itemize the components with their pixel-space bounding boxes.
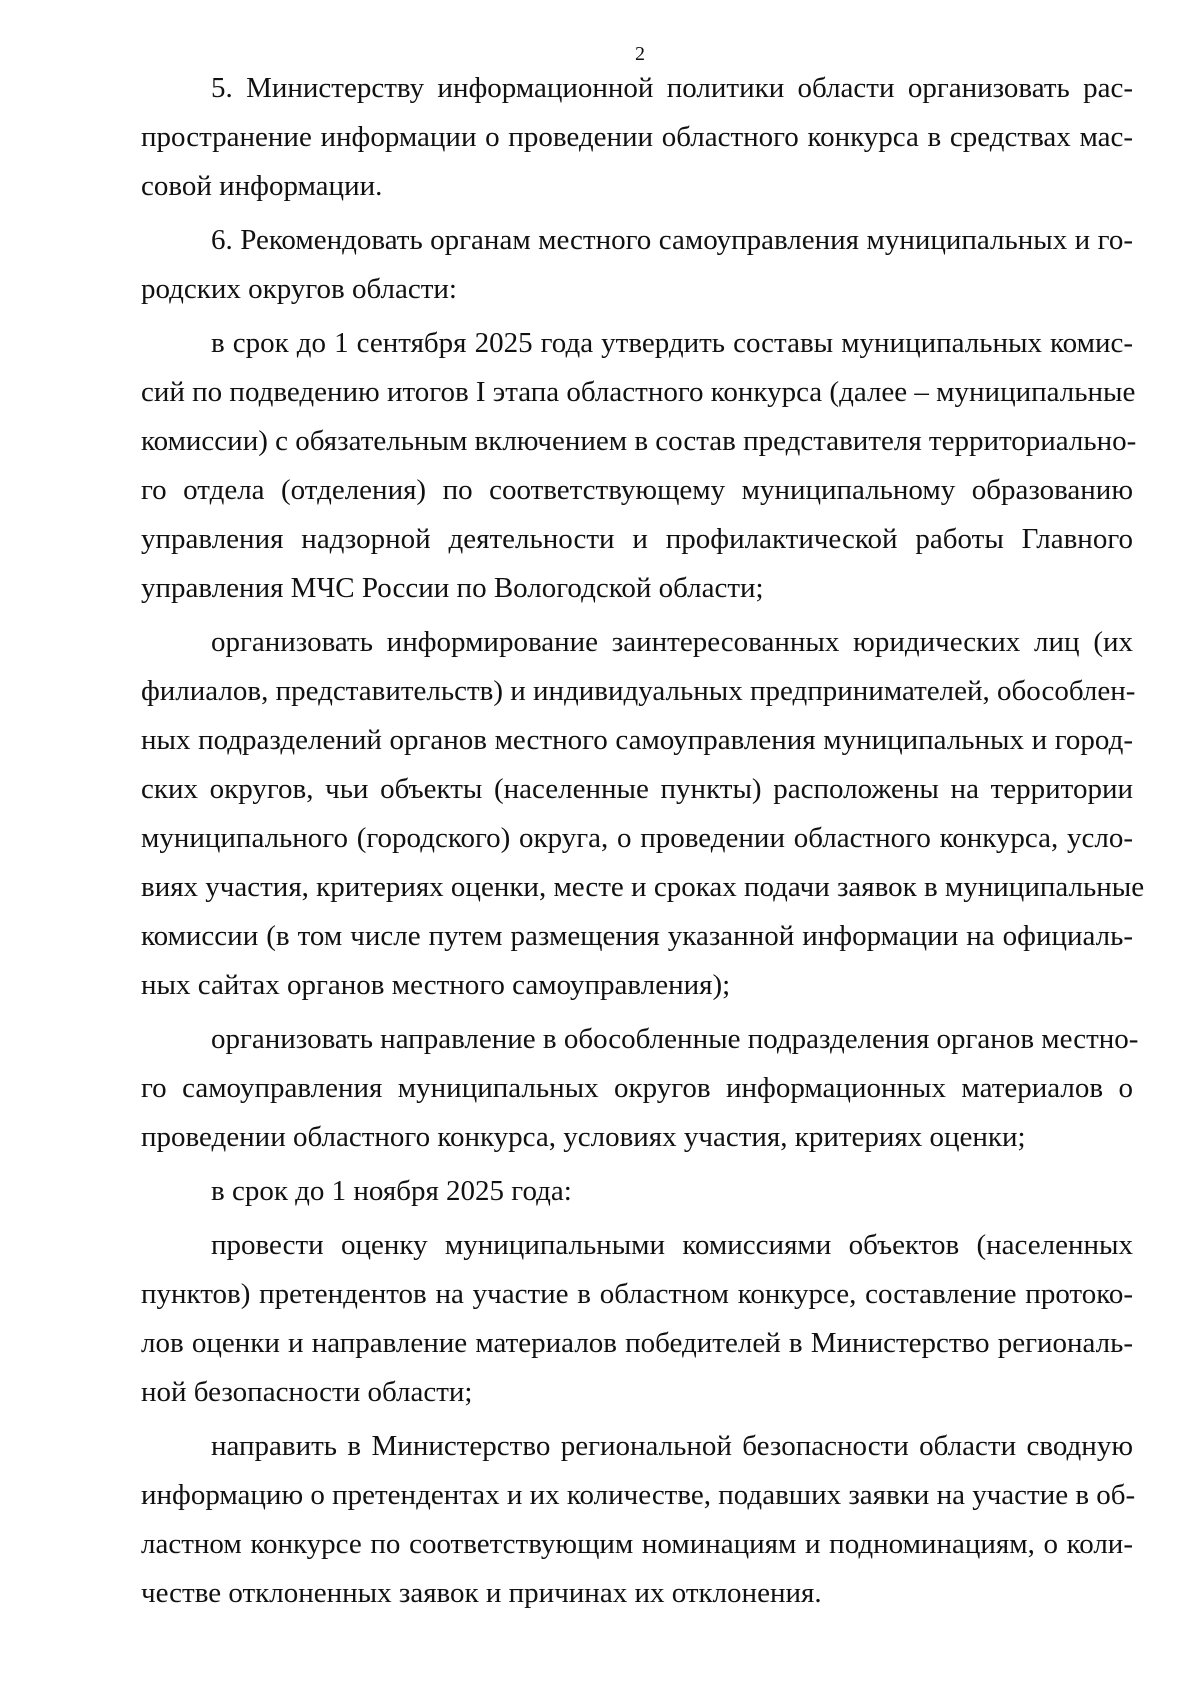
paragraph-line: пунктов) претендентов на участие в областном конкурсе, составление протоко- [141,1278,1133,1310]
paragraph-line: виях участия, критериях оценки, месте и сроках подачи заявок в муниципальные [141,871,1145,903]
paragraph-line: провести оценку муниципальными комиссиями объектов (населенных [211,1229,1133,1261]
paragraph-line: ных сайтах органов местного самоуправления); [141,969,731,1001]
paragraph-line: комиссии) с обязательным включением в состав представителя территориально- [141,425,1137,457]
paragraph-line: организовать информирование заинтересованных юридических лиц (их [211,626,1133,658]
paragraph-line: пространение информации о проведении областного конкурса в средствах мас- [141,121,1133,153]
paragraph-line: информацию о претендентах и их количестве, подавших заявки на участие в об- [141,1479,1136,1511]
paragraph-line: комиссии (в том числе путем размещения указанной информации на официаль- [141,920,1133,952]
paragraph-line: ной безопасности области; [141,1376,473,1408]
paragraph-line: ских округов, чьи объекты (населенные пункты) расположены на территории [141,773,1133,805]
paragraph-item-6 [141,216,1133,314]
paragraph-item-6-evaluation [141,1221,1133,1417]
paragraph-line: родских округов области: [141,273,457,305]
paragraph-line: филиалов, представительств) и индивидуальных предпринимателей, обособлен- [141,675,1136,707]
paragraph-line: направить в Министерство региональной безопасности области сводную [211,1430,1133,1462]
paragraph-line: муниципального (городского) округа, о проведении областного конкурса, усло- [141,822,1133,854]
paragraph-item-6-deadline [141,1167,1133,1216]
paragraph-line: честве отклоненных заявок и причинах их отклонения. [141,1577,822,1609]
paragraph-line: организовать направление в обособленные подразделения органов местно- [211,1023,1139,1055]
paragraph-line: ластном конкурсе по соответствующим номинациям и подноминациям, о коли- [141,1528,1133,1560]
paragraph-item-6-municipal-commissions [141,319,1137,613]
paragraph-line: в срок до 1 ноября 2025 года: [211,1175,572,1207]
paragraph-line: 6. Рекомендовать органам местного самоуправления муниципальных и го- [211,224,1133,256]
paragraph-line: го отдела (отделения) по соответствующему муниципальному образованию [141,474,1133,506]
paragraph-line: управления надзорной деятельности и профилактической работы Главного [141,523,1133,555]
paragraph-line: лов оценки и направление материалов победителей в Министерство региональ- [141,1327,1133,1359]
paragraph-line: проведении областного конкурса, условиях участия, критериях оценки; [141,1121,1026,1153]
paragraph-line: 5. Министерству информационной политики области организовать рас- [211,72,1133,104]
document-body [141,64,1145,1618]
paragraph-line: управления МЧС России по Вологодской области; [141,572,764,604]
paragraph-line: в срок до 1 сентября 2025 года утвердить составы муниципальных комис- [211,327,1133,359]
paragraph-line: го самоуправления муниципальных округов информационных материалов о [141,1072,1133,1104]
paragraph-line: сий по подведению итогов I этапа областного конкурса (далее – муниципальные [141,376,1136,408]
paragraph-item-5 [141,64,1133,211]
paragraph-item-6-summary [141,1422,1136,1618]
page-number: 2 [635,43,645,65]
paragraph-item-6-informing [141,618,1145,1010]
paragraph-item-6-materials [141,1015,1139,1162]
paragraph-line: совой информации. [141,170,383,202]
paragraph-line: ных подразделений органов местного самоуправления муниципальных и город- [141,724,1133,756]
